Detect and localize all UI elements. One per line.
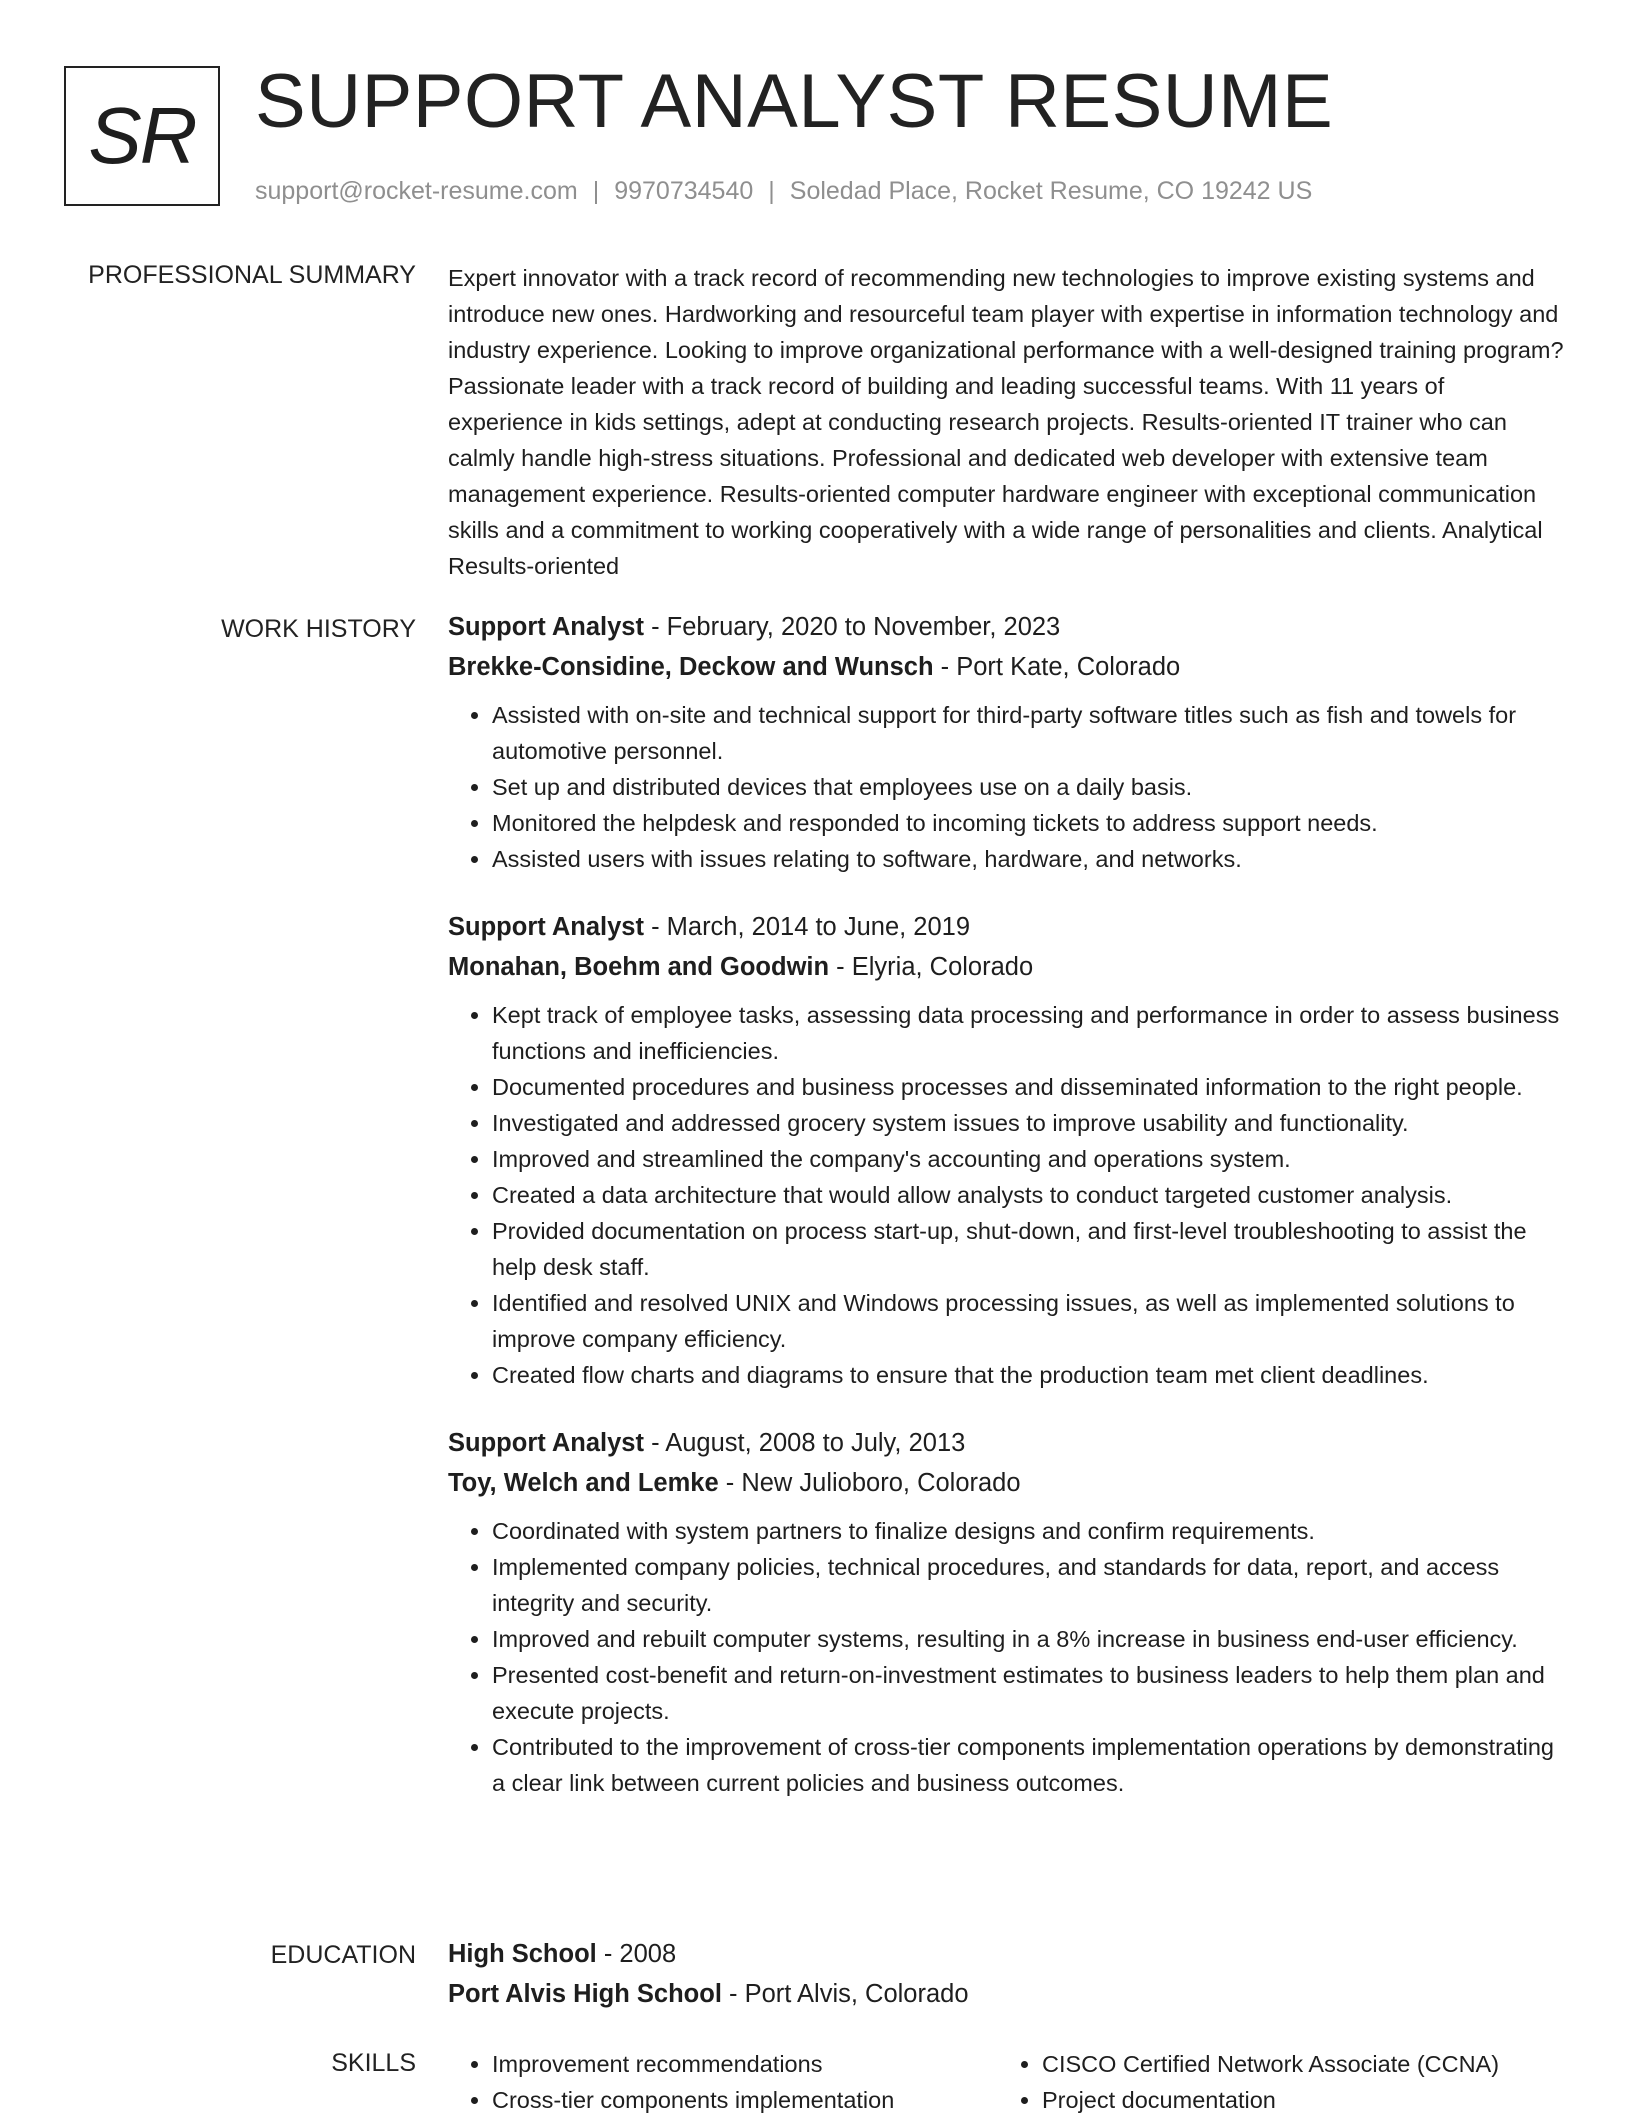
job-bullet: • Improved and streamlined the company's accounting and operations system. (492, 1141, 1564, 1177)
job-title-line (448, 907, 1564, 947)
section-label-skills: SKILLS (331, 2049, 416, 2077)
summary-text: Expert innovator with a track record of recommending new technologies to improve existing systems and introduce new ones. Hardworking and resourceful team player with expertise in information technology and industry experience. Looking to improve organizational performance with a well-designed training program? Passionate leader with a track record of building and leading successful teams. With 11 years of experience in kids settings, adept at conducting research projects. Results-oriented IT trainer who can calmly handle high-stress situations. Professional and dedicated web developer with extensive team management experience. Results-oriented computer hardware engineer with exceptional communication skills and a commitment to working cooperatively with a wide range of personalities and clients. Analytical Results-oriented (448, 265, 1564, 579)
skill-item: • CISCO Certified Network Associate (CCNA) (1042, 2046, 1548, 2082)
job-title: Support Analyst (448, 913, 644, 941)
job-dates: - March, 2014 to June, 2019 (643, 913, 971, 941)
job-company-line (448, 1463, 1564, 1503)
job-dates: - August, 2008 to July, 2013 (643, 1429, 966, 1457)
job-company-line (448, 947, 1564, 987)
section-label-summary: PROFESSIONAL SUMMARY (88, 261, 416, 289)
job-title: Support Analyst (448, 613, 644, 641)
education-school-line (448, 1974, 1564, 2014)
job-bullets (448, 997, 1564, 1393)
job-bullet: • Coordinated with system partners to finalize designs and confirm requirements. (492, 1513, 1564, 1549)
job-bullet: • Monitored the helpdesk and responded to incoming tickets to address support needs. (492, 805, 1564, 841)
education-degree: High School (448, 1940, 597, 1968)
contact-line (255, 174, 1312, 208)
education-location: - Port Alvis, Colorado (721, 1980, 969, 2008)
job-company: Brekke-Considine, Deckow and Wunsch (448, 653, 934, 681)
skill-item: • Improvement recommendations (492, 2046, 998, 2082)
contact-separator: | (768, 177, 775, 205)
contact-address: Soledad Place, Rocket Resume, CO 19242 US (789, 177, 1313, 205)
education-degree-line (448, 1934, 1564, 1974)
job-bullet: • Implemented company policies, technical procedures, and standards for data, report, and access integrity and security. (492, 1549, 1564, 1621)
job-company: Monahan, Boehm and Goodwin (448, 953, 830, 981)
section-label-work-history: WORK HISTORY (221, 615, 416, 643)
job-entry (448, 607, 1564, 877)
contact-email: support@rocket-resume.com (255, 177, 578, 205)
monogram-initials: SR (88, 91, 196, 180)
job-bullet: • Presented cost-benefit and return-on-investment estimates to business leaders to help them plan and execute projects. (492, 1657, 1564, 1729)
job-location: - Elyria, Colorado (829, 953, 1034, 981)
job-bullet: • Identified and resolved UNIX and Windows processing issues, as well as implemented solutions to improve company efficiency. (492, 1285, 1564, 1357)
job-company: Toy, Welch and Lemke (448, 1469, 719, 1497)
skills-list-right (998, 2046, 1548, 2118)
job-bullet: • Set up and distributed devices that employees use on a daily basis. (492, 769, 1564, 805)
skill-item: • Project documentation (1042, 2082, 1548, 2118)
job-bullet: • Documented procedures and business processes and disseminated information to the right people. (492, 1069, 1564, 1105)
work-history-section (448, 607, 1564, 1831)
job-bullet: • Improved and rebuilt computer systems, resulting in a 8% increase in business end-user efficiency. (492, 1621, 1564, 1657)
skill-item: • Cross-tier components implementation (492, 2082, 998, 2118)
job-entry (448, 1423, 1564, 1801)
job-location: - New Julioboro, Colorado (718, 1469, 1021, 1497)
contact-phone: 9970734540 (614, 177, 754, 205)
job-company-line (448, 647, 1564, 687)
resume-title: SUPPORT ANALYST RESUME (255, 59, 1334, 144)
job-title-line (448, 1423, 1564, 1463)
skills-list-left (448, 2046, 998, 2118)
job-bullet: • Provided documentation on process start-up, shut-down, and first-level troubleshooting to assist the help desk staff. (492, 1213, 1564, 1285)
job-bullets (448, 697, 1564, 877)
education-section (448, 1934, 1564, 2014)
job-title: Support Analyst (448, 1429, 644, 1457)
job-location: - Port Kate, Colorado (933, 653, 1181, 681)
skills-columns (448, 2046, 1564, 2118)
job-bullets (448, 1513, 1564, 1801)
job-bullet: • Assisted with on-site and technical support for third-party software titles such as fish and towels for automotive personnel. (492, 697, 1564, 769)
education-school: Port Alvis High School (448, 1980, 722, 2008)
section-label-education: EDUCATION (270, 1941, 416, 1969)
job-bullet: • Assisted users with issues relating to software, hardware, and networks. (492, 841, 1564, 877)
job-bullet: • Contributed to the improvement of cross-tier components implementation operations by demonstrating a clear link between current policies and business outcomes. (492, 1729, 1564, 1801)
job-bullet: • Investigated and addressed grocery system issues to improve usability and functionality. (492, 1105, 1564, 1141)
job-dates: - February, 2020 to November, 2023 (643, 613, 1061, 641)
skills-section (448, 2046, 1564, 2118)
job-bullet: • Kept track of employee tasks, assessing data processing and performance in order to assess business functions and inefficiencies. (492, 997, 1564, 1069)
summary-section (448, 260, 1564, 584)
job-bullet: • Created flow charts and diagrams to ensure that the production team met client deadlines. (492, 1357, 1564, 1393)
contact-separator: | (592, 177, 600, 205)
education-year: - 2008 (596, 1940, 677, 1968)
job-bullet: • Created a data architecture that would allow analysts to conduct targeted customer analysis. (492, 1177, 1564, 1213)
job-entry (448, 907, 1564, 1393)
job-title-line (448, 607, 1564, 647)
monogram-badge (64, 66, 220, 206)
